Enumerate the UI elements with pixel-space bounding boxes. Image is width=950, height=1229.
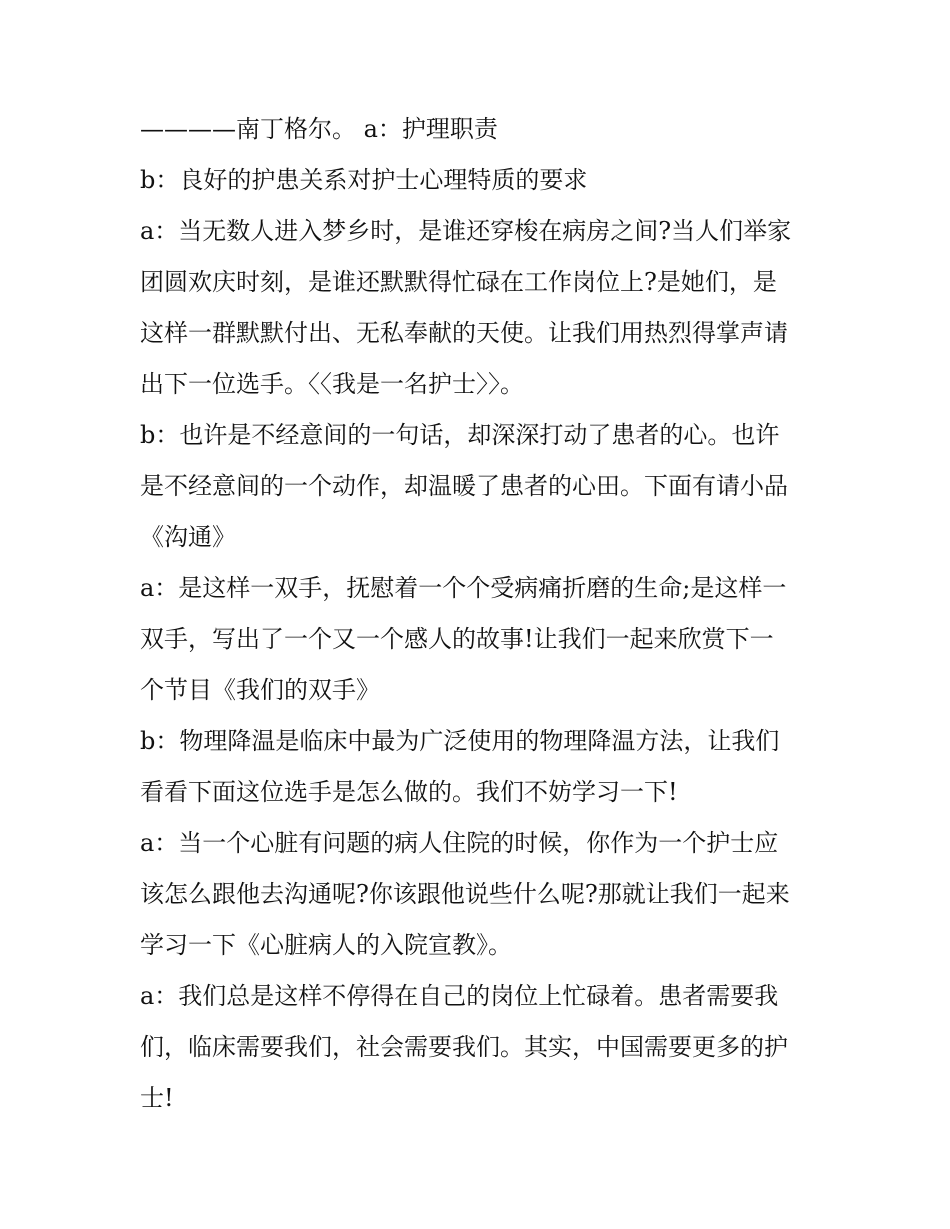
text-line: b：良好的护患关系对护士心理特质的要求 — [140, 166, 588, 194]
text-line: 是不经意间的一个动作，却温暖了患者的心田。下面有请小品 — [140, 472, 788, 500]
text-line: b：物理降温是临床中最为广泛使用的物理降温方法，让我们 — [140, 727, 780, 755]
text-line: 看看下面这位选手是怎么做的。我们不妨学习一下! — [140, 778, 678, 806]
text-line: 学习一下《心脏病人的入院宣教》。 — [140, 931, 512, 959]
text-line: 这样一群默默付出、无私奉献的天使。让我们用热烈得掌声请 — [140, 319, 788, 347]
text-line: ————南丁格尔。 a：护理职责 — [140, 115, 498, 143]
text-line: 个节目《我们的双手》 — [140, 676, 380, 704]
text-line: a：当一个心脏有问题的病人住院的时候，你作为一个护士应 — [140, 829, 779, 857]
text-line: 士! — [140, 1084, 174, 1112]
text-line: 该怎么跟他去沟通呢?你该跟他说些什么呢?那就让我们一起来 — [140, 880, 790, 908]
text-line: b：也许是不经意间的一句话，却深深打动了患者的心。也许 — [140, 421, 780, 449]
text-line: a：我们总是这样不停得在自己的岗位上忙碌着。患者需要我 — [140, 982, 779, 1010]
text-line: a：当无数人进入梦乡时，是谁还穿梭在病房之间?当人们举家 — [140, 217, 792, 245]
text-line: 出下一位选手。〈〈我是一名护士〉〉。 — [140, 370, 524, 398]
text-line: 双手，写出了一个又一个感人的故事!让我们一起来欣赏下一 — [140, 625, 774, 653]
text-line: 团圆欢庆时刻，是谁还默默得忙碌在工作岗位上?是她们，是 — [140, 268, 777, 296]
text-line: 《沟通》 — [140, 523, 236, 551]
text-line: a：是这样一双手，抚慰着一个个受病痛折磨的生命;是这样一 — [140, 574, 787, 602]
text-line: 们，临床需要我们，社会需要我们。其实，中国需要更多的护 — [140, 1033, 788, 1061]
